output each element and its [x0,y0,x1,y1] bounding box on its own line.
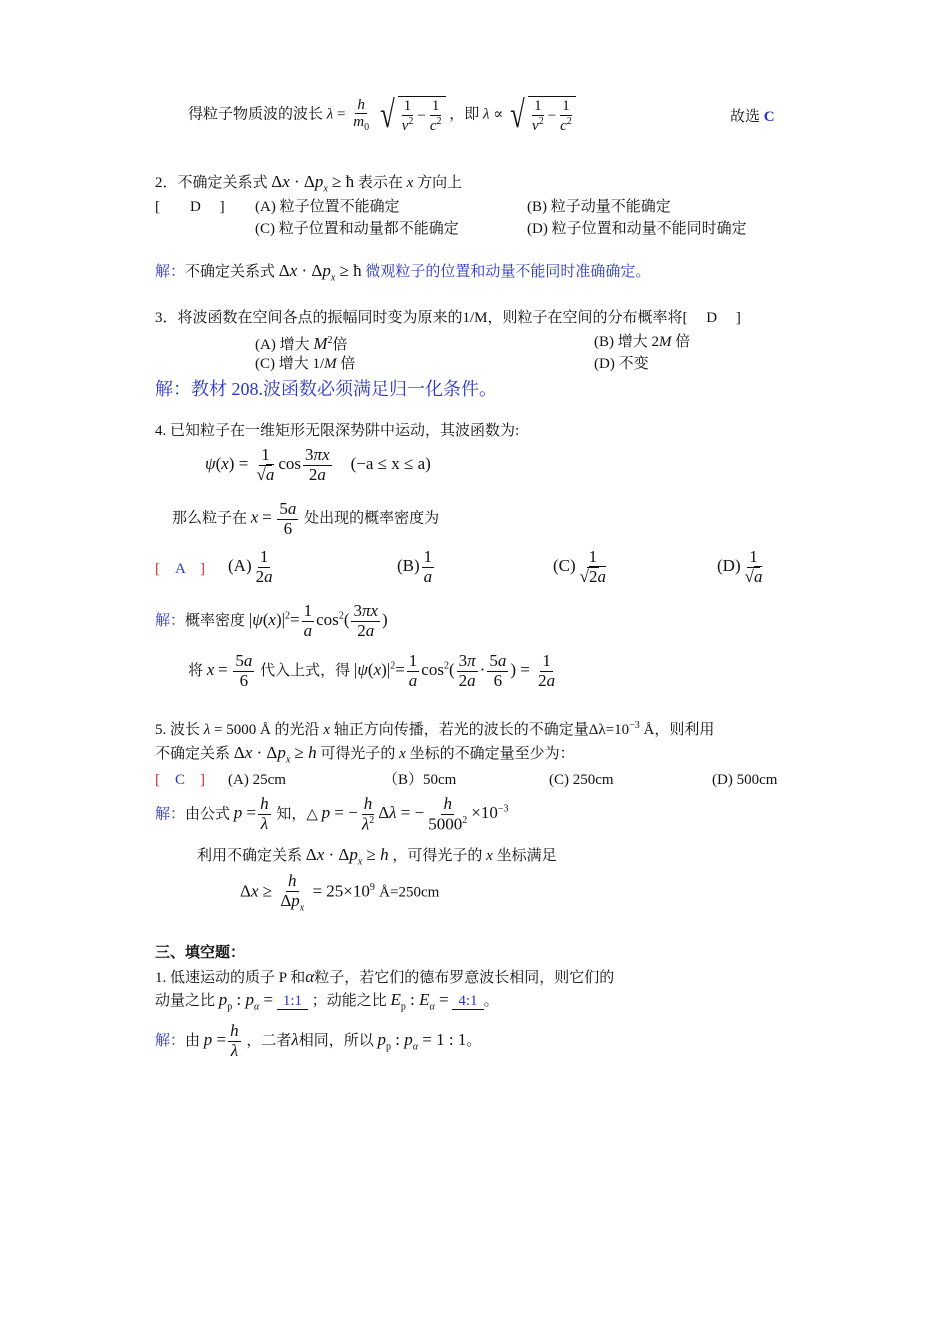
q5-option-b: （B）50cm [383,772,457,788]
q4-range: (−a ≤ x ≤ a) [350,454,431,474]
s3-sol-text1: 由 [185,1033,201,1050]
q2-option-a: (A) 粒子位置不能确定 [255,199,400,215]
line1-answer [730,110,775,125]
s3-sol-end: 。 [466,1033,482,1050]
q4-psi-formula: ψ(x) = $\frac{1}{√a}$ cos $\frac{3\pi x}{2a}$ (−a ≤ x ≤ a) [205,445,431,484]
blank-momentum-ratio: 1:1 [277,994,308,1010]
q2-option-b: (B) 粒子动量不能确定 [527,199,671,215]
line1-prefix: 得粒子物质波的波长 [188,106,324,123]
q5-solution-1: 解：由公式 p = $\frac{h}{\lambda}$ 知，△ p = − $\frac{h}{\lambda^2}$ Δλ = − $\frac{h}{5000^2}$ $\times 10^{-3}$ [155,794,509,834]
q3-stem-end: ，则粒子在空间的分布概率将[ D ] [487,310,741,326]
q4-bracket: [ A ] [155,561,206,577]
s3-q1-line2-text: 动量之比 [155,993,216,1009]
s3-sol-text3: 相同，所以 [298,1033,374,1050]
q5-stem1: 5. 波长 [155,722,201,738]
q4-then: 那么粒子在 x = $\frac{5a}{6}$ 处出现的概率密度为 [172,499,440,538]
q3-option-d: (D) 不变 [594,356,649,372]
q3-stem [155,311,741,326]
q4-sol-prefix: 解： [155,613,186,630]
q3-bei-b: 倍 [675,334,691,350]
q5-sol-text1: 由公式 [185,806,231,823]
q5-stem7: 坐标的不确定量至少为： [409,746,575,762]
q5-stem6: 可得光子的 [320,746,396,762]
q3-opt-a-text: (A) 增大 [255,337,310,353]
q2-solution: 解：不确定关系式 $\Delta x \cdot \Delta p_x$ ≥ ħ 微观粒子的位置和动量不能同时准确确定。 [155,261,651,284]
q4-sol-text2: 将 [188,663,204,680]
q2-option-c: (C) 粒子位置和动量都不能确定 [255,221,459,237]
s3-q1-end: 。 [483,993,499,1009]
q5-sol-text3: 利用不确定关系 [197,848,303,864]
q4-option-c: (C) $\frac{1}{√2a}$ [553,547,607,586]
s3-q1-mid: ；动能之比 [311,993,387,1009]
q4-solution-1: 解：概率密度 $|\psi(x)|^2=$ $\frac{1}{a}$ $\cos^2$( $\frac{3\pi x}{2a}$ ) [155,601,388,640]
q4-opt-c-label: (C) [553,556,576,576]
q4-solution-2: 将 x = $\frac{5a}{6}$ 代入上式，得 $|\psi(x)|^2=$ $\frac{1}{a}$ $\cos^2$( $\frac{3\pi}{2a}$ · $\frac{5a}{6}$ ) = $\frac{1}{2a}$ [188,651,556,691]
s3-q1-line1: 1. 低速运动的质子 P 和α粒子，若它们的德布罗意波长相同，则它们的 [155,967,615,986]
q5-stem5: 不确定关系 [155,746,231,762]
q4-opt-d-label: (D) [717,556,741,576]
q4-stem: 4. 已知粒子在一维矩形无限深势阱中运动，其波函数为: [155,423,520,439]
line1-mid: ，即 [449,106,480,123]
section3-heading: 三、填空题： [155,945,246,961]
q5-solution-2: 利用不确定关系 $\Delta x \cdot \Delta p_x \ge h$ ，可得光子的 x 坐标满足 [197,845,557,868]
q4-sol-text3: 代入上式，得 [260,663,351,680]
q5-result-text: Å=250cm [379,884,440,901]
q4-sol-text1: 概率密度 [185,613,246,630]
q2-stem: 2．不确定关系式 $\Delta x \cdot \Delta p_x$ ≥ ħ 表示在 x 方向上 [155,172,463,195]
q4-option-d: (D) $\frac{1}{√a}$ [717,547,763,586]
q5-sol-text5: 坐标满足 [496,848,557,864]
q4-opt-b-label: (B) [397,556,420,576]
q2-sol-prefix: 解： [155,264,186,280]
blank-energy-ratio: 4:1 [452,994,483,1010]
q5-stem4: Å，则利用 [643,722,715,738]
q4-option-b: (B) $\frac{1}{a}$ [397,547,433,586]
q4-opt-a-label: (A) [228,556,252,576]
line1-formula: 得粒子物质波的波长 λ = $\frac{h}{m_0}$ √ $\frac{1}{v^2}$ − $\frac{1}{c^2}$ ，即 λ ∝ √ $\frac{1}{v^2}$ − $\frac{1}{c^2}$ [188,96,576,134]
q2-option-d: (D) 粒子位置和动量不能同时确定 [527,221,747,237]
q5-sol-text2: 知，△ [276,806,318,823]
q4-option-a: (A) $\frac{1}{2a}$ [228,547,273,586]
q3-option-b: (B) 增大 2M 倍 [594,334,691,350]
q5-bracket: [ C ] [155,772,206,788]
q2-stem-text: 2．不确定关系式 [155,175,268,191]
q4-then-end: 处出现的概率密度为 [304,510,440,527]
s3-sol-prefix: 解： [155,1033,186,1050]
q5-result: Δx ≥ $\frac{h}{\Delta p_x}$ = $25\times 10^9$ Å=250cm [240,871,440,914]
q3-solution: 解：教材 208.波函数必须满足归一化条件。 [155,379,497,399]
q5-option-d: (D) 500cm [712,772,778,788]
s3-solution: 解：由 p = $\frac{h}{\lambda}$ ，二者λ相同，所以 $p_p$ : $p_\alpha = 1$ : 1。 [155,1021,482,1060]
q2-bracket: [ D ] [155,199,225,215]
q2-sol-text1: 不确定关系式 [185,264,276,280]
q3-bei-c: 倍 [340,356,356,372]
q3-opt-b-text: (B) 增大 2 [594,334,659,350]
s3-sol-text2: ，二者 [246,1033,292,1050]
q3-bei-a: 倍 [332,337,348,353]
s3-q1-line1-end: 粒子，若它们的德布罗意波长相同，则它们的 [314,970,615,986]
q5-sol-prefix: 解： [155,806,186,823]
q5-stem3: 轴正方向传播，若光的波长的不确定量Δλ=10 [333,722,630,738]
q5-stem-line1: 5. 波长 λ = 5000 Å 的光沿 x 轴正方向传播，若光的波长的不确定量$\Delta\lambda=10^{-3}$ Å，则利用 [155,720,715,738]
q2-stem-tail: 表示在 [357,175,403,191]
q2-sol-text2: 微观粒子的位置和动量不能同时准确确定。 [365,264,651,280]
q3-stem-frac: 1/M [462,310,488,326]
q3-stem-text: 3．将波函数在空间各点的振幅同时变为原来的 [155,310,463,326]
q5-sol-text4: ，可得光子的 [392,848,483,864]
q3-opt-c-text: (C) 增大 1/ [255,356,325,372]
q3-option-a: (A) 增大 $M^2$倍 [255,334,348,353]
q5-stem2: = 5000 Å 的光沿 [214,722,320,738]
s3-q1-line2: 动量之比 $p_p$ : $p_\alpha$ = 1:1 ；动能之比 $E_p$ : $E_\alpha$ = 4:1 。 [155,990,499,1013]
q2-stem-end: 方向上 [417,175,463,191]
q3-option-c: (C) 增大 1/M 倍 [255,356,356,372]
answer-prefix: 故选 [730,109,761,125]
q5-option-c: (C) 250cm [549,772,614,788]
s3-q1-line1-text: 1. 低速运动的质子 P 和 [155,970,306,986]
q5-option-a: (A) 25cm [228,772,286,788]
q5-stem-line2: 不确定关系 $\Delta x \cdot \Delta p_x \ge h$ 可得光子的 x 坐标的不确定量至少为： [155,743,575,766]
q4-then-text: 那么粒子在 [172,510,248,527]
answer-letter: C [763,109,775,125]
